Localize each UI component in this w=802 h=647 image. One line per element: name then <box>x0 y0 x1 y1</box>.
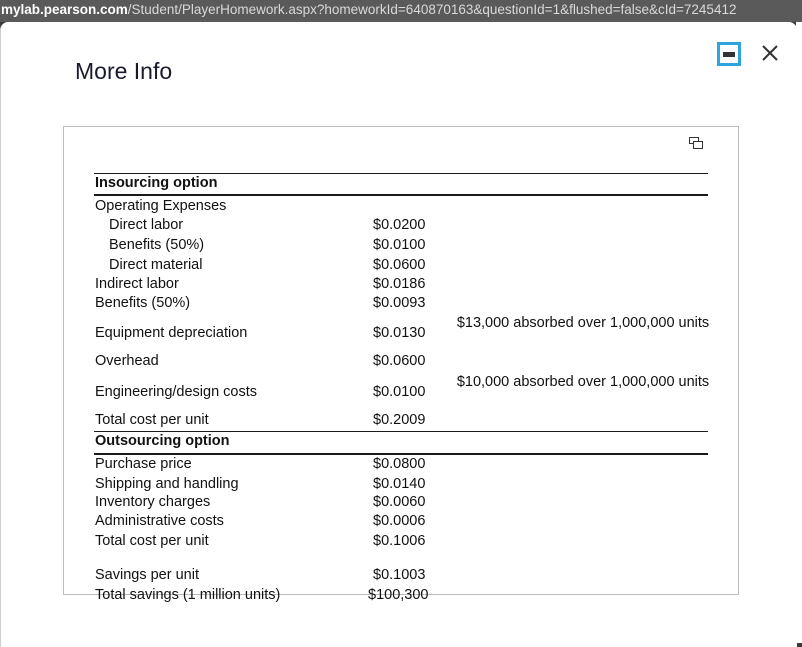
minimize-button[interactable] <box>717 42 741 66</box>
row-label: Benefits (50%) <box>109 237 205 253</box>
row-label: Direct labor <box>109 217 184 233</box>
row-label: Inventory charges <box>95 494 211 510</box>
savings-per-unit-label: Savings per unit <box>95 567 199 583</box>
section-rule-thick <box>94 453 708 455</box>
operating-expenses-label: Operating Expenses <box>95 198 227 214</box>
row-label: Engineering/design costs <box>95 384 258 400</box>
row-value: $0.0600 <box>373 353 426 369</box>
header-rule-thick <box>94 194 708 196</box>
row-label: Direct material <box>109 257 203 273</box>
close-icon <box>761 44 779 62</box>
total-savings-value: $100,300 <box>368 587 429 603</box>
minimize-icon <box>723 52 735 57</box>
row-value: $0.0200 <box>373 217 426 233</box>
row-label: Administrative costs <box>95 513 224 529</box>
row-label: Shipping and handling <box>95 476 239 492</box>
row-value: $0.0006 <box>373 513 426 529</box>
outsourcing-heading: Outsourcing option <box>95 433 230 449</box>
savings-per-unit-value: $0.1003 <box>373 567 426 583</box>
row-label: Overhead <box>95 353 159 369</box>
info-panel <box>63 126 739 603</box>
row-label: Purchase price <box>95 456 192 472</box>
row-note: $10,000 absorbed over 1,000,000 units <box>456 374 710 390</box>
outsourcing-total-value: $0.1006 <box>373 533 426 549</box>
row-value: $0.0093 <box>373 295 426 311</box>
row-value: $0.0600 <box>373 257 426 273</box>
row-note: $13,000 absorbed over 1,000,000 units <box>456 315 710 331</box>
row-value: $0.0140 <box>373 476 426 492</box>
url-domain: mylab.pearson.com <box>1 2 128 17</box>
more-info-dialog <box>0 22 797 647</box>
total-savings-label: Total savings (1 million units) <box>95 587 281 603</box>
row-value: $0.0100 <box>373 237 426 253</box>
insourcing-total-value: $0.2009 <box>373 412 426 428</box>
url-path: /Student/PlayerHomework.aspx?homeworkId=640870163&questionId=1&flushed=false&cId=7245412 <box>127 2 737 17</box>
dialog-title: More Info <box>75 58 173 84</box>
insourcing-total-label: Total cost per unit <box>95 412 209 428</box>
outsourcing-total-label: Total cost per unit <box>95 533 209 549</box>
browser-url-bar[interactable] <box>0 0 802 22</box>
right-edge-strip <box>796 22 802 643</box>
row-value: $0.0800 <box>373 456 426 472</box>
section-rule <box>94 431 708 432</box>
insourcing-heading: Insourcing option <box>95 175 218 191</box>
row-value: $0.0060 <box>373 494 426 510</box>
row-value: $0.0100 <box>373 384 426 400</box>
row-label: Benefits (50%) <box>95 295 191 311</box>
row-value: $0.0130 <box>373 325 426 341</box>
header-rule <box>94 173 708 174</box>
row-value: $0.0186 <box>373 276 426 292</box>
row-label: Equipment depreciation <box>95 325 248 341</box>
close-button[interactable] <box>757 40 783 66</box>
copy-icon[interactable] <box>689 137 703 149</box>
row-label: Indirect labor <box>95 276 179 292</box>
